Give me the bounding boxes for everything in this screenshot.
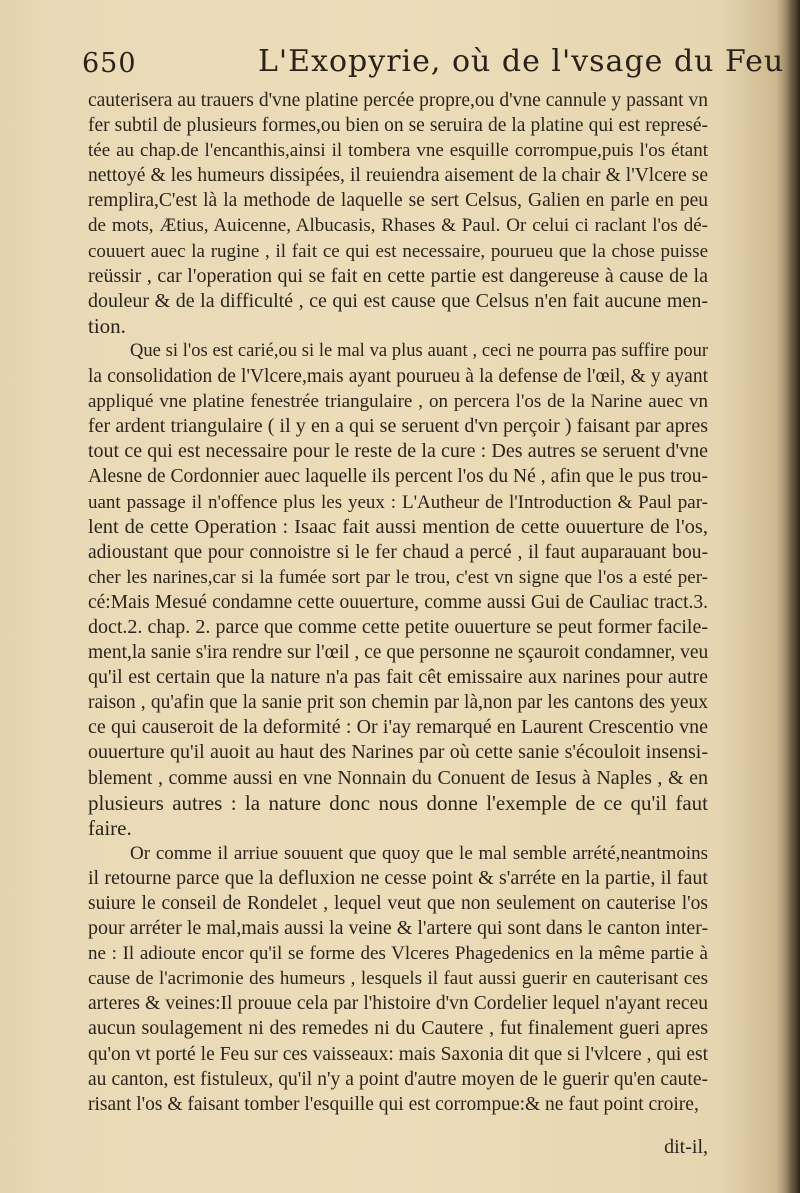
text-line: uant passage il n'offence plus les yeux : L'Autheur de l'Introduction & Paul par- — [88, 491, 708, 513]
page-edge-shadow — [786, 0, 800, 1193]
text-line: cher les narines,car si la fumée sort par le trou, c'est vn signe que l'os a esté per- — [88, 566, 708, 588]
page-footer — [88, 1136, 708, 1162]
text-line: pour arréter le mal,mais aussi la veine & l'artere qui sont dans le canton inter- — [88, 917, 708, 940]
text-line: Or comme il arriue souuent que quoy que le mal semble arrété,neantmoins — [130, 842, 708, 864]
text-line: tion. — [88, 313, 126, 338]
text-line: tée au chap.de l'encanthis,ainsi il tombera vne esquille corrompue,puis l'os étant — [88, 140, 708, 162]
text-line: fer subtil de plusieurs formes,ou bien on se seruira de la platine qui est represé- — [88, 115, 708, 137]
text-line: raison , qu'afin que la sanie prit son chemin par là,non par les cantons des yeux — [88, 692, 708, 714]
text-line: Alesne de Cordonnier auec laquelle ils percent l'os du Né , afin que le pus trou- — [88, 466, 708, 488]
text-line: risant l'os & faisant tomber l'esquille qui est corrompue:& ne faut point croire, — [88, 1093, 699, 1115]
catchword: dit-il, — [664, 1136, 708, 1158]
text-line: arteres & veines:Il prouue cela par l'histoire d'vn Cordelier lequel n'ayant receu — [88, 993, 708, 1015]
text-line: blement , comme aussi en vne Nonnain du Conuent de Iesus à Naples , & en — [88, 766, 708, 789]
text-line: adioustant que pour connoistre si le fer chaud a percé , il faut auparauant bou- — [88, 541, 708, 563]
text-line: couuert auec la rugine , il fait ce qui est necessaire, pourueu que la chose puisse — [88, 240, 708, 262]
text-line: il retourne parce que la defluxion ne cesse point & s'arréte en la partie, il faut — [88, 866, 708, 889]
text-line: douleur & de la difficulté , ce qui est cause que Celsus n'en fait aucune men- — [88, 289, 708, 312]
paragraph — [88, 841, 708, 1117]
text-line: suiure le conseil de Rondelet , lequel veut que non seulement on cauterise l'os — [88, 893, 708, 914]
paragraph — [88, 88, 708, 339]
text-line: cé:Mais Mesué condamne cette ouuerture, comme aussi Gui de Cauliac tract.3. — [88, 591, 708, 613]
text-line: Que si l'os est carié,ou si le mal va plus auant , ceci ne pourra pas suffire pour — [130, 340, 708, 361]
text-line: au canton, est fistuleux, qu'il n'y a point d'autre moyen de le guerir qu'en caute- — [88, 1068, 708, 1090]
text-line: ne : Il adioute encor qu'il se forme des Vlceres Phagedenics en la même partie à — [88, 943, 708, 965]
body-text — [88, 88, 708, 1117]
text-line: lent de cette Operation : Isaac fait aussi mention de cette ouuerture de l'os, — [88, 515, 708, 538]
text-line: tout ce qui est necessaire pour le reste de la cure : Des autres se seruent d'vne — [88, 440, 708, 463]
text-line: qu'on vt porté le Feu sur ces vaisseaux: mais Saxonia dit que si l'vlcere , qui est — [88, 1043, 708, 1065]
text-line: faire. — [88, 815, 132, 840]
text-line: aucun soulagement ni des remedes ni du Cautere , fut finalement gueri apres — [88, 1017, 708, 1040]
text-line: qu'il est certain que la nature n'a pas fait cêt emissaire aux narines pour autre — [88, 666, 708, 689]
page-header — [82, 44, 785, 84]
running-title: L'Exopyrie, où de l'vsage du Feu — [258, 44, 785, 79]
page-number: 650 — [82, 48, 137, 79]
text-line: cauterisera au trauers d'vne platine percée propre,ou d'vne cannule y passant vn — [88, 90, 708, 111]
text-line: reüssir , car l'operation qui se fait en cette partie est dangereuse à cause de la — [88, 264, 708, 287]
text-line: nettoyé & les humeurs dissipées, il reuiendra aisement de la chair & l'Vlcere se — [88, 165, 708, 187]
text-line: doct.2. chap. 2. parce que comme cette petite ouuerture se peut former facile- — [88, 615, 708, 638]
text-line: ce qui causeroit de la deformité : Or i'ay remarqué en Laurent Crescentio vne — [88, 716, 708, 739]
text-line: de mots, Ætius, Auicenne, Albucasis, Rhases & Paul. Or celui ci raclant l'os dé- — [88, 215, 708, 237]
text-line: la consolidation de l'Vlcere,mais ayant pourueu à la defense de l'œil, & y ayant — [88, 366, 708, 388]
paragraph — [88, 339, 708, 841]
text-line: plusieurs autres : la nature donc nous donne l'exemple de ce qu'il faut — [88, 790, 708, 815]
text-line: remplira,C'est là la methode de laquelle se sert Celsus, Galien en parle en peu — [88, 190, 708, 212]
text-line: cause de l'acrimonie des humeurs , lesquels il faut aussi guerir en cauterisant ces — [88, 968, 708, 990]
text-line: fer ardent triangulaire ( il y en a qui se seruent d'vn perçoir ) faisant par apres — [88, 415, 708, 438]
text-line: appliqué vne platine fenestrée triangulaire , on percera l'os de la Narine auec vn — [88, 391, 708, 413]
text-line: ment,la sanie s'ira rendre sur l'œil , ce que personne ne sçauroit condamner, veu — [88, 642, 708, 664]
text-line: ouuerture qu'il auoit au haut des Narines par où cette sanie s'écouloit insensi- — [88, 741, 708, 764]
